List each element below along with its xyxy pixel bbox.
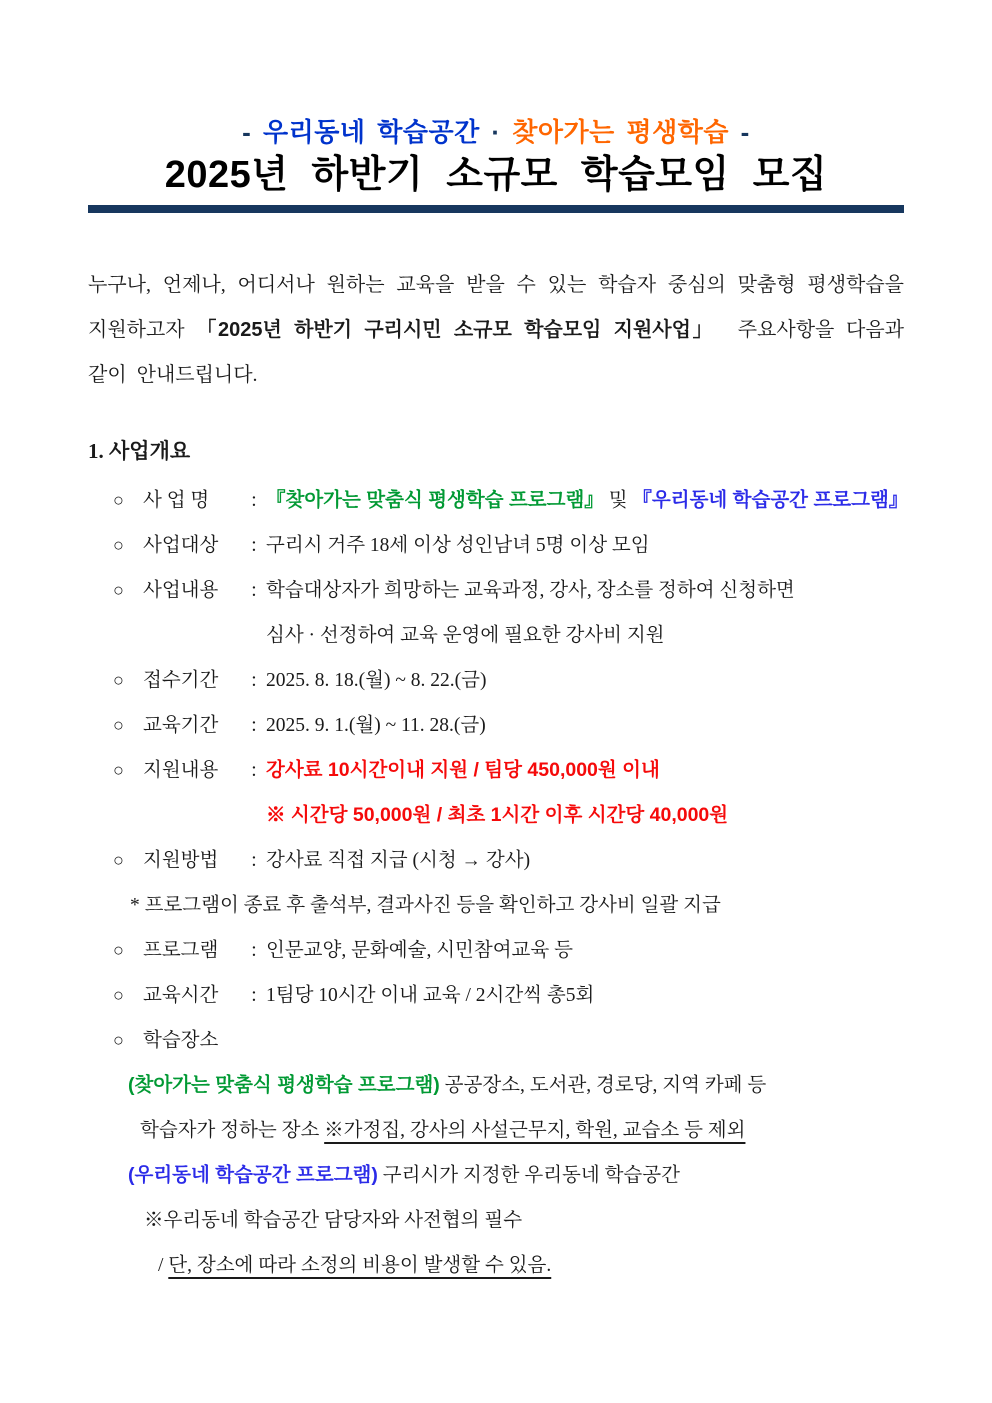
list-item-description: [88, 568, 904, 613]
item-colon: :: [251, 850, 257, 871]
circle-bullet-icon: ○: [113, 490, 124, 510]
neighborhood-program-places: 구리시가 지정한 우리동네 학습공간: [377, 1165, 680, 1186]
list-item-project-name: [88, 478, 909, 523]
item-colon: :: [251, 760, 257, 781]
item-colon: :: [251, 985, 257, 1006]
item-colon: :: [251, 670, 257, 691]
description-continuation: 심사 · 선정하여 교육 운영에 필요한 강사비 지원: [266, 625, 665, 646]
list-item-target: [88, 523, 904, 568]
item-colon: :: [251, 715, 257, 736]
program-name-join: 및: [603, 490, 633, 511]
circle-bullet-icon: ○: [113, 535, 124, 555]
payment-note: * 프로그램이 종료 후 출석부, 결과사진 등을 확인하고 강사비 일괄 지급: [130, 895, 721, 916]
item-colon: :: [251, 490, 257, 511]
item-colon: :: [251, 535, 257, 556]
item-label: 사업대상: [143, 535, 219, 556]
location-line-visiting: [128, 1063, 904, 1108]
item-value: 학습대상자가 희망하는 교육과정, 강사, 장소를 정하여 신청하면: [266, 580, 795, 601]
location-line-exclusions: [140, 1108, 904, 1153]
item-label: 교육시간: [143, 985, 219, 1006]
circle-bullet-icon: ○: [113, 1030, 124, 1050]
circle-bullet-icon: ○: [113, 940, 124, 960]
support-amount-text: 강사료 10시간이내 지원 / 팀당 450,000원 이내: [266, 759, 660, 781]
circle-bullet-icon: ○: [113, 850, 124, 870]
list-item-program: [88, 928, 904, 973]
item-label: 지원내용: [143, 760, 219, 781]
overview-list: [88, 478, 909, 1288]
document-header: [88, 0, 904, 213]
list-item-application-period: [88, 658, 904, 703]
subtitle-dash-left: -: [242, 117, 264, 147]
intro-text-before: 누구나, 언제나, 어디서나 원하는 교육을 받을 수 있는 학습자 중심의 맞춤형 평생학습을 지원하고자: [88, 274, 914, 341]
visiting-program-label: (찾아가는 맞춤식 평생학습 프로그램): [128, 1074, 440, 1096]
item-label: 지원방법: [143, 850, 219, 871]
program-name-blue: 『우리동네 학습공간 프로그램』: [632, 489, 909, 511]
item-label: 사 업 명: [143, 490, 210, 511]
cost-note-prefix: /: [158, 1255, 169, 1276]
neighborhood-program-label: (우리동네 학습공간 프로그램): [128, 1164, 378, 1186]
circle-bullet-icon: ○: [113, 760, 124, 780]
location-chosen-text: 학습자가 정하는 장소: [140, 1120, 325, 1141]
item-label: 교육기간: [143, 715, 219, 736]
item-label: 접수기간: [143, 670, 219, 691]
title-underline-rule: [88, 205, 904, 213]
circle-bullet-icon: ○: [113, 670, 124, 690]
section-heading: 1. 사업개요: [88, 439, 191, 463]
intro-emphasis: 「2025년 하반기 구리시민 소규모 학습모임 지원사업」: [196, 319, 715, 341]
circle-bullet-icon: ○: [113, 580, 124, 600]
subtitle-dash-right: -: [728, 117, 750, 147]
item-value: 2025. 9. 1.(월) ~ 11. 28.(금): [266, 715, 486, 736]
list-item-support-detail: [88, 748, 904, 793]
intro-text-after: 주요사항을 다음과 같이 안내드립니다.: [88, 319, 915, 386]
item-label: 프로그램: [143, 940, 219, 961]
support-rate-note: ※ 시간당 50,000원 / 최초 1시간 이후 시간당 40,000원: [266, 804, 729, 826]
item-label: 학습장소: [143, 1030, 219, 1051]
visiting-program-places: 공공장소, 도서관, 경로당, 지역 카페 등: [439, 1075, 767, 1096]
item-value: 구리시 거주 18세 이상 성인남녀 5명 이상 모임: [266, 535, 650, 556]
location-line-consult-note: ※우리동네 학습공간 담당자와 사전협의 필수: [144, 1210, 523, 1231]
intro-paragraph: [88, 263, 915, 398]
circle-bullet-icon: ○: [113, 985, 124, 1005]
list-item-education-hours: [88, 973, 904, 1018]
location-line-cost-note: [158, 1243, 904, 1288]
doc-subtitle: [88, 116, 904, 148]
list-item-support-method: [88, 838, 904, 883]
item-colon: :: [251, 940, 257, 961]
item-label: 사업내용: [143, 580, 219, 601]
subtitle-separator: ·: [479, 117, 513, 147]
list-item-education-period: [88, 703, 904, 748]
subtitle-orange-text: 찾아가는 평생학습: [512, 117, 729, 147]
list-item-location: [88, 1018, 904, 1063]
subtitle-blue-text: 우리동네 학습공간: [263, 117, 480, 147]
location-line-neighborhood: [128, 1153, 904, 1198]
cost-note-underlined: 단, 장소에 따라 소정의 비용이 발생할 수 있음.: [168, 1255, 552, 1276]
item-colon: :: [251, 580, 257, 601]
item-value: 강사료 직접 지급 (시청 → 강사): [266, 850, 531, 871]
circle-bullet-icon: ○: [113, 715, 124, 735]
location-exclusion-underlined: ※가정집, 강사의 사설근무지, 학원, 교습소 등 제외: [324, 1120, 746, 1141]
page-title: 2025년 하반기 소규모 학습모임 모집: [164, 154, 828, 196]
program-name-green: 『찾아가는 맞춤식 평생학습 프로그램』: [266, 489, 604, 511]
item-value: 2025. 8. 18.(월) ~ 8. 22.(금): [266, 670, 487, 691]
item-value: 1팀당 10시간 이내 교육 / 2시간씩 총5회: [266, 985, 595, 1006]
item-value: 인문교양, 문화예술, 시민참여교육 등: [266, 940, 573, 961]
item-value: [266, 478, 908, 523]
